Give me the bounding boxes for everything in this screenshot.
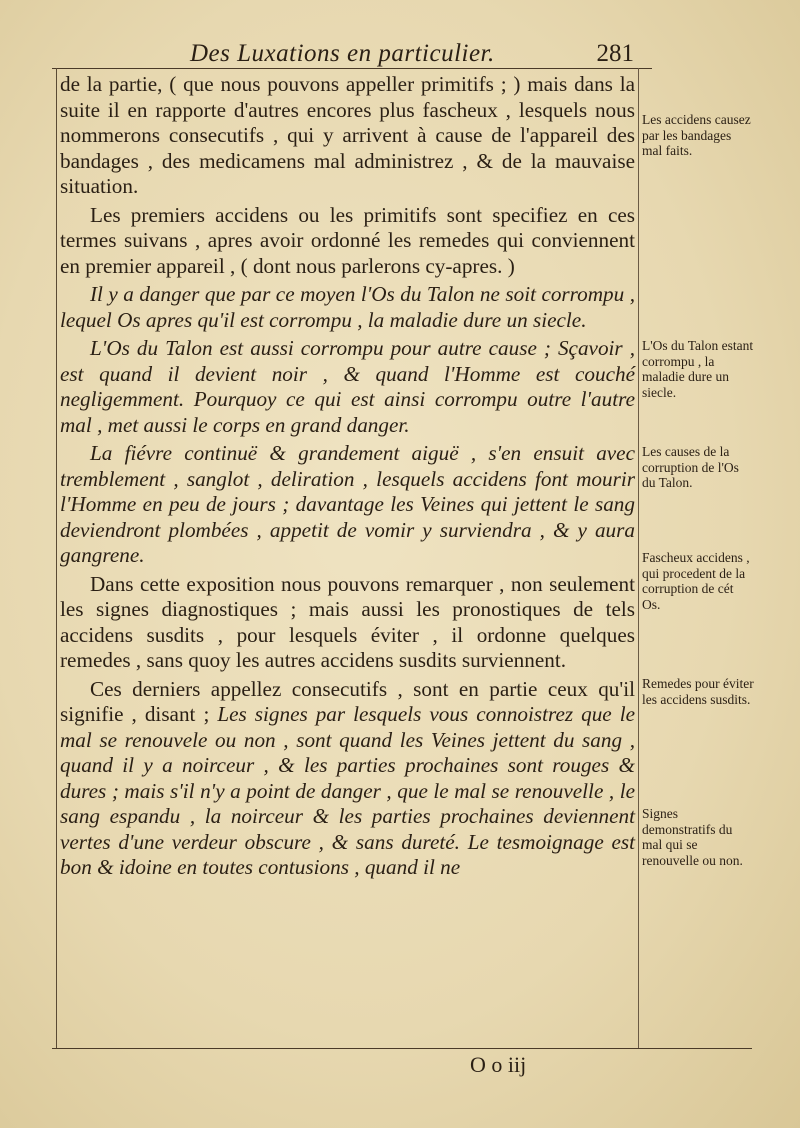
margin-rule [638,68,639,1048]
paragraph: Les premiers accidens ou les primitifs sont specifiez en ces termes suivans , apres avoir ordonné les remedes qui conviennent en premier appareil , ( dont nous parlerons cy-apres. ) [60,202,635,278]
main-text [60,72,635,881]
margin-note: Remedes pour éviter les accidens susdits. [642,676,754,707]
running-head: Des Luxations en particulier. [190,40,495,67]
paragraph: de la partie, ( que nous pouvons appeller primitifs ; ) mais dans la suite il en rapporte d'autres encores plus fascheux , lesquels nous nommerons consecutifs , qui y arrivent à cause de l'appareil des bandages , des medicamens mal administrez , & de la mauvaise situation. [60,72,635,198]
margin-note: Signes demonstratifs du mal qui se renouvelle ou non. [642,806,743,868]
paragraph-plain-part: Ces derniers appellez consecutifs , sont en partie ceux qu'il signifie , disant ; [60,676,635,726]
page-header [60,40,640,68]
paragraph [60,677,635,881]
margin-note: Les accidens causez par les bandages mal faits. [642,112,751,158]
margin-note: Les causes de la corruption de l'Os du Talon. [642,444,739,490]
paragraph: Il y a danger que par ce moyen l'Os du Talon ne soit corrompu , lequel Os apres qu'il est corrompu , la maladie dure un siecle. [60,282,635,332]
paragraph: Dans cette exposition nous pouvons remarquer , non seulement les signes diagnostiques ; mais aussi les pronostiques de tels accidens susdits , pour lesquels éviter , il ordonne quelques remedes , sans quoy les autres accidens susdits surviennent. [60,571,635,672]
top-rule [52,68,652,69]
paragraph: La fiévre continuë & grandement aiguë , s'en ensuit avec tremblement , sanglot , deliration , lesquels accidens font mourir l'Homme en peu de jours ; davantage les Veines qui jettent le sang deviendront plombées , appetit de vomir y surviendra , & y aura gangrene. [60,441,635,567]
page-number: 281 [596,40,634,67]
bottom-rule [52,1048,752,1049]
margin-note: Fascheux accidens , qui procedent de la corruption de cét Os. [642,550,750,612]
signature-mark: O o iij [470,1052,527,1077]
margin-note: L'Os du Talon estant corrompu , la maladie dure un siecle. [642,338,754,400]
paragraph-italic-part: Les signes par lesquels vous connoistrez que le mal se renouvele ou non , sont quand les Veines jettent du sang , quand il y a noirceur , & les parties prochaines sont rouges & dures ; mais s'il n'y a point de danger , que le mal se renouvelle , le sang espandu , la noirceur & les parties prochaines deviennent vertes d'une verdeur obscure , & sans dureté. Le tesmoignage est bon & idoine en toutes contusions , quand il ne [60,702,635,879]
paragraph: L'Os du Talon est aussi corrompu pour autre cause ; Sçavoir , est quand il devient noir , & quand l'Homme est couché negligemment. Pourquoy ce qui est ainsi corrompu outre l'autre mal , met aussi le corps en grand danger. [60,336,635,437]
left-rule [56,68,57,1048]
